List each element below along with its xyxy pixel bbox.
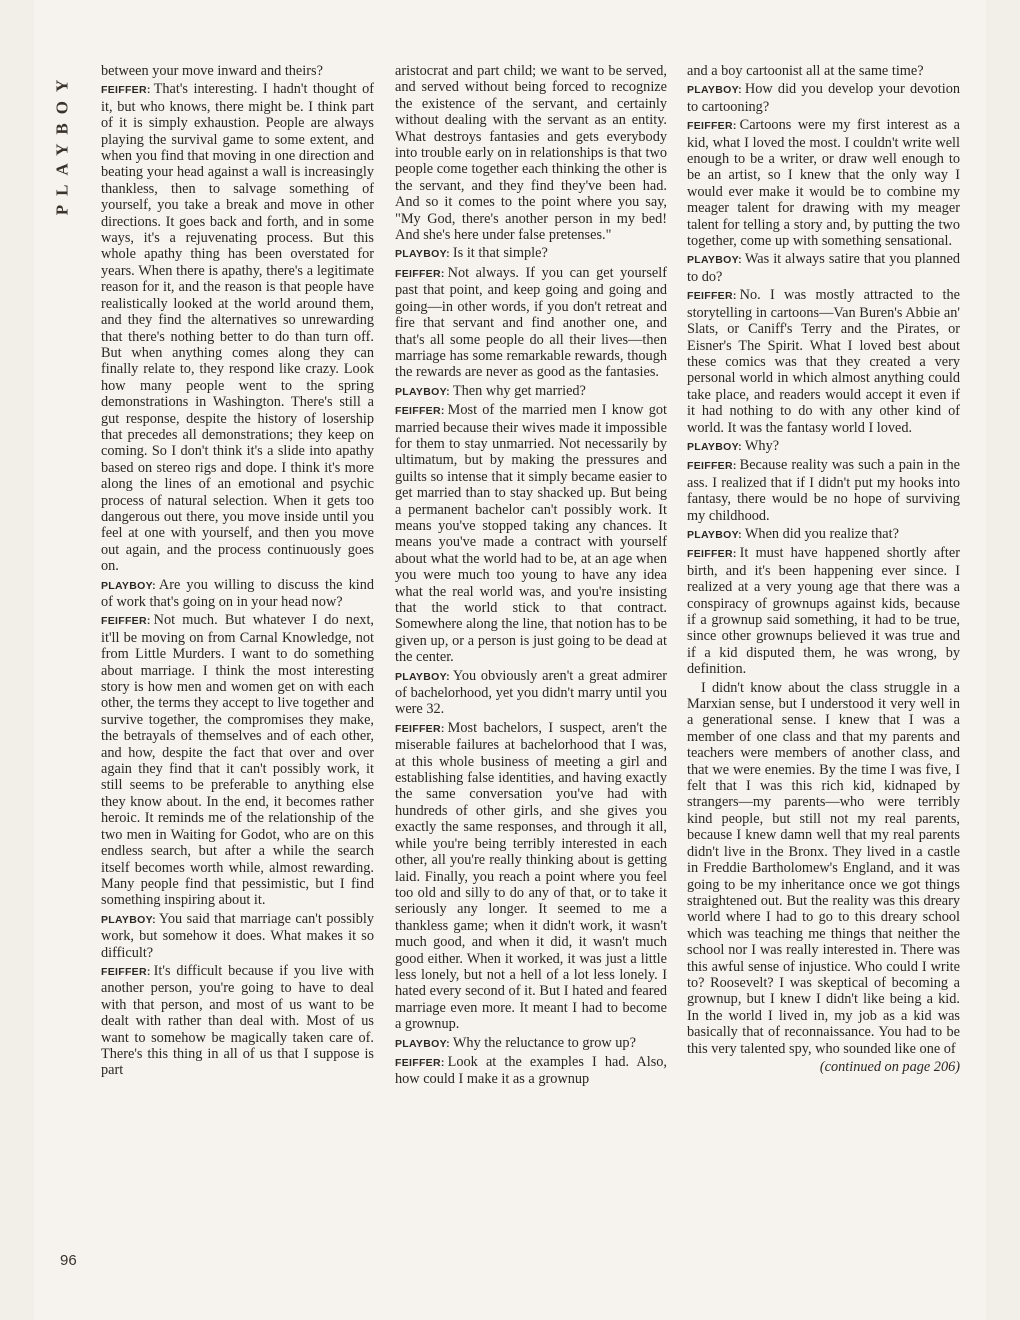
paragraph-text: Most of the married men I know got married because their wives made it impossible for them to stay unmarried. Not necessarily by ultimatum, but by making the pressures and guilts so intense that it simply became easier to get married than to stay shacked up. But being a permanent bachelor can't possibly work. It means you've stopped taking any chances. It means you've made a contract with yourself about what the world had to be, at an age when you were much too young to have any idea what the real world was, and you're insisting that the world stick to that contract. Somewhere along the line, that notion has to be given up, or a person is just going to be dead at the center. bbox=[395, 402, 667, 666]
interview-paragraph bbox=[395, 245, 667, 262]
interview-paragraph bbox=[687, 63, 960, 79]
speaker-label: PLAYBOY: bbox=[101, 913, 156, 926]
paragraph-text: You said that marriage can't possibly work, but somehow it does. What makes it so difficult? bbox=[101, 910, 374, 961]
interview-paragraph bbox=[395, 1054, 667, 1088]
paragraph-text: Not always. If you can get yourself past that point, and keep going and going and going—in other words, if you don't retreat and fire that servant and find another one, and that's all some people do all their lives—then marriage has some remarkable rewards, though the rewards are never as good as the fantasies. bbox=[395, 264, 667, 381]
paragraph-text: That's interesting. I hadn't thought of it, but who knows, there might be. I think part of it is simply exhaustion. People are always playing the survival game to some extent, and when you find that moving in one direction and beating your head against a wall is increasingly thankless, then to salvage something of yourself, you take a break and move in other directions. It goes back and forth, and in some ways, it's a rejuvenating process. But this whole apathy thing has been overstated for years. When there is apathy, there's a legitimate reason for it, and the reason is that people have realistically looked at the world around them, and they find the alternatives so unrewarding that there's nothing better to do than turn off. But when anything comes along they can finally relate to, they respond like crazy. Look how many people went to the spring demonstrations in Washington. There's still a gut response, despite the history of losership that precedes all demonstrations; they keep on coming. So I don't think it's a slide into apathy based on stereo rigs and dope. I think it's more along the lines of an emotional and psychic process of natural selection. When it gets too dangerous out there, you move inside until you feel at one with yourself, and then you move out again, and the process continuously goes on. bbox=[101, 81, 374, 575]
paragraph-text: aristocrat and part child; we want to be served, and served without being forced to recognize the existence of the servant, and certainly without dealing with the servant as an entity. What destroys fantasies and gets everybody into trouble early on in relationships is that two people come together each thinking the other is the servant, and they find they've been had. And so it comes to the point where you say, "My God, there's another person in my bed! And she's here under false pretenses." bbox=[395, 63, 667, 244]
paragraph-text: between your move inward and theirs? bbox=[101, 63, 323, 79]
paragraph-text: Look at the examples I had. Also, how could I make it as a grownup bbox=[395, 1053, 667, 1088]
speaker-label: FEIFFER: bbox=[395, 722, 445, 735]
paragraph-text: Then why get married? bbox=[452, 382, 586, 399]
paragraph-text: Because reality was such a pain in the ass. I realized that if I didn't put my hooks into fantasy, there would be no hope of surviving my childhood. bbox=[687, 457, 960, 524]
paragraph-text: Why? bbox=[744, 437, 780, 454]
interview-paragraph bbox=[687, 287, 960, 436]
paragraph-text: How did you develop your devotion to cartooning? bbox=[687, 81, 960, 115]
masthead bbox=[48, 58, 76, 228]
speaker-label: FEIFFER: bbox=[687, 290, 737, 303]
interview-paragraph bbox=[395, 402, 667, 666]
paragraph-text: Most bachelors, I suspect, aren't the miserable failures at bachelorhood that I was, at this whole business of meeting a girl and establishing false identities, and having exactly the same conversation you've had with hundreds of other girls, and she gives you exactly the same responses, and through it all, while you're being terribly interested in each other, all you're really thinking about is getting laid. Finally, you reach a point where you feel too old and silly to do any of that, or to take it seriously any longer. It seemed to me a thankless game; when it didn't work, it wasn't much good, and when it did, it wasn't much good either. When it worked, it was just a little less lonely, but not a hell of a lot less lonely. I hated every second of it. But I hated and feared marriage even more. It meant I had to become a grownup. bbox=[395, 719, 667, 1033]
paragraph-text: I didn't know about the class struggle in a Marxian sense, but I understood it very well in a generational sense. I knew that I was a member of one class and that my parents and teachers were members of another class, and that we were enemies. By the time I was five, I felt that I was this rich kid, kidnaped by strangers—my parents—who were terribly kind people, but still not my real parents, because I knew damn well that my real parents didn't live in the Bronx. They lived in a castle in Freddie Bartholomew's England, and it was going to be my inheritance once we got things straightened out. But the reality was this dreary world where I had to go to this dreary school which was teaching me things that neither the school nor I was really interested in. There was this awful sense of injustice. Who could I write to? Roosevelt? I was skeptical of becoming a grownup, but I knew I didn't like being a kid. In the world I lived in, my job as a kid was basically that of reconnaissance. You had to be this very talented spy, who sounded like one of bbox=[687, 679, 960, 1057]
continued-note: (continued on page 206) bbox=[819, 1058, 960, 1075]
column-3 bbox=[687, 63, 960, 1077]
paragraph-text: Is it that simple? bbox=[452, 245, 548, 262]
interview-paragraph bbox=[687, 457, 960, 524]
column-2 bbox=[395, 63, 667, 1090]
paragraph-text: It's difficult because if you live with another person, you're going to have to deal with that person, and most of us want to be dealt with rather than deal with. Most of us want to somehow be magically taken care of. There's this thing in all of us that I suppose is part bbox=[101, 962, 374, 1079]
speaker-label: FEIFFER: bbox=[687, 460, 737, 473]
interview-paragraph bbox=[395, 383, 667, 400]
interview-paragraph bbox=[687, 438, 960, 455]
interview-paragraph bbox=[395, 720, 667, 1033]
speaker-label: PLAYBOY: bbox=[395, 248, 450, 261]
interview-paragraph bbox=[395, 668, 667, 718]
paragraph-text: Why the reluctance to grow up? bbox=[452, 1034, 636, 1051]
speaker-label: FEIFFER: bbox=[101, 84, 151, 97]
interview-paragraph bbox=[687, 526, 960, 543]
interview-paragraph bbox=[687, 680, 960, 1057]
speaker-label: PLAYBOY: bbox=[395, 670, 450, 683]
interview-paragraph bbox=[101, 577, 374, 611]
paragraph-text: Not much. But whatever I do next, it'll be moving on from Carnal Knowledge, not from Little Murders. I want to do something about marriage. I think the most interesting story is how men and women get on with each other, the terms they accept to live together and survive together, the compromises they make, the betrayals of themselves and of each other, and how, despite the fact that over and over again they find that it can't possibly work, it still seems to be preferable to anything else they know about. In the end, it becomes rather heroic. It reminds me of the relationship of the two men in Waiting for Godot, who are on this endless search, but after a while the search itself becomes worth while, almost rewarding. Many people find that pessimistic, but I find something inspiring about it. bbox=[101, 612, 374, 909]
speaker-label: PLAYBOY: bbox=[687, 254, 742, 267]
paragraph-text: Are you willing to discuss the kind of work that's going on in your head now? bbox=[101, 576, 374, 610]
interview-paragraph bbox=[687, 117, 960, 249]
speaker-label: PLAYBOY: bbox=[395, 1037, 450, 1050]
speaker-label: PLAYBOY: bbox=[687, 440, 742, 453]
speaker-label: FEIFFER: bbox=[101, 615, 151, 628]
interview-paragraph bbox=[101, 911, 374, 961]
paragraph-text: Cartoons were my first interest as a kid, what I loved the most. I couldn't write well enough to be a writer, or draw well enough to be an artist, so I knew that the only way I would ever make it would be to combine my meager talent for drawing with my meager talent for telling a story and, by putting the two together, come up with something sensational. bbox=[687, 117, 960, 250]
interview-paragraph bbox=[687, 251, 960, 285]
column-1 bbox=[101, 63, 374, 1081]
page-number: 96 bbox=[60, 1252, 77, 1269]
interview-paragraph bbox=[101, 612, 374, 908]
speaker-label: FEIFFER: bbox=[395, 267, 445, 280]
interview-paragraph bbox=[395, 1035, 667, 1052]
speaker-label: FEIFFER: bbox=[687, 548, 737, 561]
interview-paragraph bbox=[395, 63, 667, 243]
interview-paragraph bbox=[101, 81, 374, 574]
interview-paragraph bbox=[101, 963, 374, 1079]
interview-paragraph bbox=[395, 265, 667, 381]
speaker-label: FEIFFER: bbox=[395, 405, 445, 418]
interview-paragraph bbox=[687, 545, 960, 677]
masthead-text: PLAYBOY bbox=[52, 70, 71, 216]
paragraph-text: Was it always satire that you planned to do? bbox=[687, 251, 960, 285]
speaker-label: FEIFFER: bbox=[687, 120, 737, 133]
paragraph-text: and a boy cartoonist all at the same time? bbox=[687, 63, 924, 79]
speaker-label: PLAYBOY: bbox=[395, 385, 450, 398]
speaker-label: PLAYBOY: bbox=[687, 84, 742, 97]
interview-paragraph bbox=[687, 81, 960, 115]
paragraph-text: It must have happened shortly after birth, and it's been happening ever since. I realized at a very young age that there was a conspiracy of grownups against kids, because if a grownup said something, it had to be true, since other grownups believed it was true and if a kid disputed them, he was wrong, by definition. bbox=[687, 545, 960, 678]
speaker-label: PLAYBOY: bbox=[101, 579, 156, 592]
paragraph-text: You obviously aren't a great admirer of bachelorhood, yet you didn't marry until you were 32. bbox=[395, 667, 667, 718]
paragraph-text: No. I was mostly attracted to the storytelling in cartoons—Van Buren's Abbie an' Slats, or Caniff's Terry and the Pirates, or Eisner's The Spirit. What I loved best about these comics was that they created a very personal world in which almost anything could take place, and readers would accept it even if it had nothing to do with any other kind of world. It was the fantasy world I loved. bbox=[687, 287, 960, 436]
speaker-label: FEIFFER: bbox=[101, 965, 151, 978]
paragraph-text: When did you realize that? bbox=[744, 525, 899, 542]
interview-paragraph bbox=[101, 63, 374, 79]
speaker-label: FEIFFER: bbox=[395, 1056, 445, 1069]
speaker-label: PLAYBOY: bbox=[687, 528, 742, 541]
